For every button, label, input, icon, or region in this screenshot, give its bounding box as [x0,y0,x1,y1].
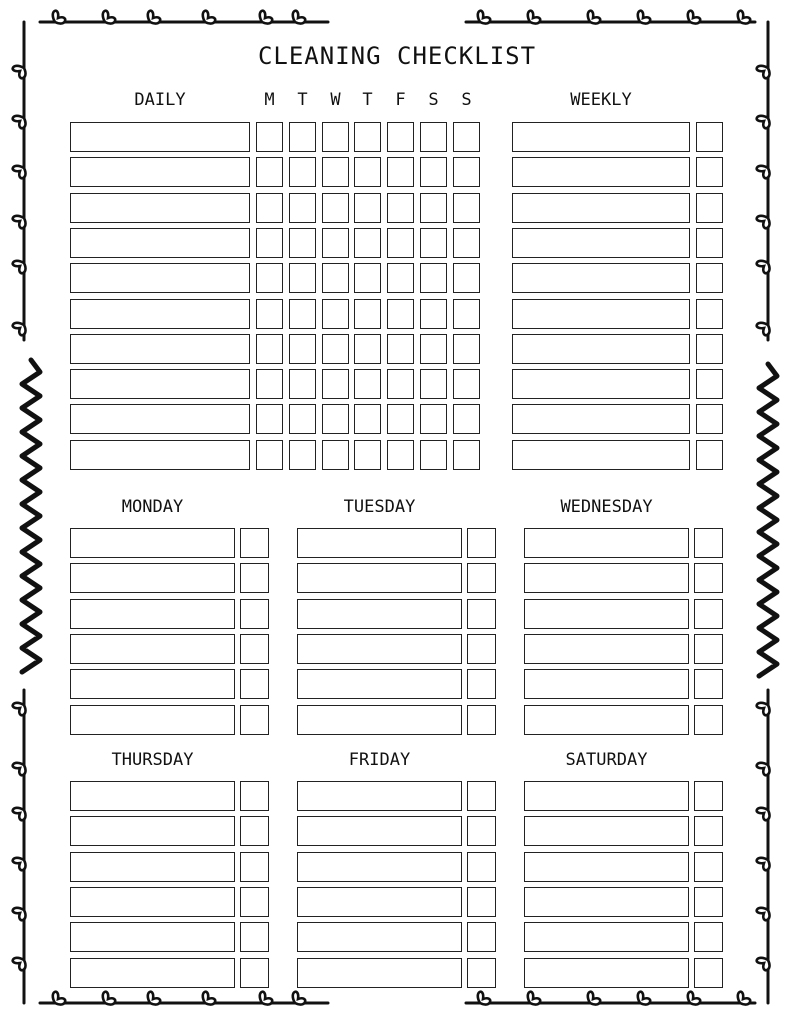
weekly-checkbox[interactable] [696,263,723,293]
daily-header: DAILY [134,90,186,110]
thursday-task-line[interactable] [70,922,235,952]
saturday-task-line[interactable] [524,852,689,882]
leaf-icon [688,992,700,1005]
leaf-icon [757,116,770,128]
leaf-icon [757,958,770,970]
daily-checkbox[interactable] [387,369,414,399]
weekly-task-line[interactable] [512,334,690,364]
friday-header: FRIDAY [348,750,411,770]
wednesday-header: WEDNESDAY [560,497,653,517]
weekly-checkbox[interactable] [696,157,723,187]
weekly-task-line[interactable] [512,299,690,329]
wednesday-checkbox[interactable] [694,563,723,593]
left-squiggle [22,360,40,672]
weekly-checkbox[interactable] [696,440,723,470]
daily-checkbox[interactable] [256,404,283,434]
weekly-checkbox[interactable] [696,228,723,258]
leaf-icon [738,992,750,1005]
daily-checkbox[interactable] [387,334,414,364]
daily-day-letter: T [297,90,308,110]
leaf-icon [528,11,540,24]
thursday-header: THURSDAY [111,750,194,770]
leaf-icon [148,11,160,24]
weekly-header: WEEKLY [570,90,632,110]
leaf-icon [757,808,770,820]
thursday-task-line[interactable] [70,958,235,988]
daily-task-line[interactable] [70,299,250,329]
tuesday-checkbox[interactable] [467,669,496,699]
wednesday-checkbox[interactable] [694,634,723,664]
daily-checkbox[interactable] [354,369,381,399]
daily-day-letter: M [264,90,275,110]
leaf-icon [260,992,272,1005]
saturday-task-line[interactable] [524,781,689,811]
daily-checkbox[interactable] [322,299,349,329]
daily-task-line[interactable] [70,193,250,223]
monday-checkbox[interactable] [240,669,269,699]
leaf-icon [293,992,305,1005]
daily-checkbox[interactable] [289,122,316,152]
leaf-icon [13,958,26,970]
tuesday-checkbox[interactable] [467,634,496,664]
daily-checkbox[interactable] [256,122,283,152]
saturday-checkbox[interactable] [694,852,723,882]
thursday-checkbox[interactable] [240,781,269,811]
daily-checkbox[interactable] [354,263,381,293]
saturday-checkbox[interactable] [694,816,723,846]
daily-checkbox[interactable] [420,404,447,434]
daily-task-line[interactable] [70,157,250,187]
daily-checkbox[interactable] [453,404,480,434]
monday-task-line[interactable] [70,634,235,664]
tuesday-checkbox[interactable] [467,705,496,735]
leaf-icon [13,323,26,335]
leaf-icon [13,166,26,178]
leaf-icon [638,992,650,1005]
daily-task-line[interactable] [70,228,250,258]
leaf-icon [528,992,540,1005]
saturday-checkbox[interactable] [694,887,723,917]
leaf-icon [757,703,770,715]
daily-checkbox[interactable] [289,440,316,470]
thursday-task-line[interactable] [70,816,235,846]
daily-checkbox[interactable] [453,334,480,364]
daily-checkbox[interactable] [289,228,316,258]
leaf-icon [757,323,770,335]
monday-checkbox[interactable] [240,634,269,664]
leaf-icon [757,763,770,775]
wednesday-checkbox[interactable] [694,669,723,699]
daily-checkbox[interactable] [354,122,381,152]
weekly-checkbox[interactable] [696,299,723,329]
thursday-checkbox[interactable] [240,816,269,846]
weekly-checkbox[interactable] [696,122,723,152]
daily-checkbox[interactable] [256,228,283,258]
daily-checkbox[interactable] [453,193,480,223]
daily-checkbox[interactable] [289,157,316,187]
weekly-task-line[interactable] [512,404,690,434]
leaf-icon [13,808,26,820]
daily-checkbox[interactable] [453,440,480,470]
daily-checkbox[interactable] [322,193,349,223]
thursday-checkbox[interactable] [240,852,269,882]
weekly-checkbox[interactable] [696,193,723,223]
daily-checkbox[interactable] [420,157,447,187]
daily-checkbox[interactable] [387,157,414,187]
daily-task-line[interactable] [70,369,250,399]
friday-task-line[interactable] [297,922,462,952]
thursday-task-line[interactable] [70,781,235,811]
tuesday-task-line[interactable] [297,599,462,629]
monday-task-line[interactable] [70,599,235,629]
friday-checkbox[interactable] [467,781,496,811]
daily-day-letter: S [461,90,472,110]
daily-checkbox[interactable] [322,334,349,364]
weekly-checkbox[interactable] [696,334,723,364]
leaf-icon [757,216,770,228]
monday-header: MONDAY [121,497,184,517]
thursday-checkbox[interactable] [240,887,269,917]
daily-checkbox[interactable] [256,299,283,329]
daily-checkbox[interactable] [420,299,447,329]
wednesday-task-line[interactable] [524,563,689,593]
daily-checkbox[interactable] [387,404,414,434]
friday-checkbox[interactable] [467,816,496,846]
monday-task-line[interactable] [70,669,235,699]
wednesday-task-line[interactable] [524,599,689,629]
daily-task-line[interactable] [70,122,250,152]
monday-task-line[interactable] [70,528,235,558]
leaf-icon [588,992,600,1005]
daily-checkbox[interactable] [453,228,480,258]
daily-checkbox[interactable] [354,193,381,223]
wednesday-task-line[interactable] [524,634,689,664]
daily-checkbox[interactable] [256,157,283,187]
wednesday-checkbox[interactable] [694,528,723,558]
leaf-icon [478,11,490,24]
daily-task-line[interactable] [70,404,250,434]
saturday-checkbox[interactable] [694,922,723,952]
daily-checkbox[interactable] [453,369,480,399]
friday-task-line[interactable] [297,852,462,882]
leaf-icon [103,992,115,1005]
wednesday-checkbox[interactable] [694,705,723,735]
saturday-checkbox[interactable] [694,958,723,988]
friday-checkbox[interactable] [467,958,496,988]
daily-checkbox[interactable] [387,440,414,470]
friday-checkbox[interactable] [467,852,496,882]
daily-checkbox[interactable] [289,193,316,223]
daily-checkbox[interactable] [453,122,480,152]
daily-checkbox[interactable] [420,228,447,258]
leaf-icon [688,11,700,24]
page-title: CLEANING CHECKLIST [257,42,537,70]
saturday-task-line[interactable] [524,958,689,988]
leaf-icon [757,858,770,870]
daily-checkbox[interactable] [256,440,283,470]
tuesday-checkbox[interactable] [467,563,496,593]
daily-checkbox[interactable] [420,122,447,152]
leaf-icon [588,11,600,24]
daily-checkbox[interactable] [420,369,447,399]
daily-checkbox[interactable] [354,157,381,187]
saturday-task-line[interactable] [524,922,689,952]
daily-checkbox[interactable] [289,334,316,364]
daily-checkbox[interactable] [256,369,283,399]
daily-checkbox[interactable] [354,228,381,258]
daily-day-letter: T [362,90,373,110]
leaf-icon [757,908,770,920]
daily-day-letter: W [330,90,341,110]
daily-checkbox[interactable] [256,193,283,223]
weekly-checkbox[interactable] [696,404,723,434]
leaf-icon [203,11,215,24]
monday-task-line[interactable] [70,705,235,735]
daily-checkbox[interactable] [354,334,381,364]
tuesday-task-line[interactable] [297,563,462,593]
friday-task-line[interactable] [297,887,462,917]
leaf-icon [478,992,490,1005]
wednesday-task-line[interactable] [524,528,689,558]
daily-task-line[interactable] [70,263,250,293]
tuesday-task-line[interactable] [297,705,462,735]
daily-task-line[interactable] [70,334,250,364]
daily-checkbox[interactable] [322,404,349,434]
daily-checkbox[interactable] [322,440,349,470]
leaf-icon [13,116,26,128]
saturday-task-line[interactable] [524,816,689,846]
tuesday-task-line[interactable] [297,528,462,558]
daily-checkbox[interactable] [387,193,414,223]
daily-checkbox[interactable] [420,263,447,293]
daily-checkbox[interactable] [322,157,349,187]
friday-task-line[interactable] [297,958,462,988]
monday-checkbox[interactable] [240,563,269,593]
daily-checkbox[interactable] [420,193,447,223]
daily-checkbox[interactable] [256,334,283,364]
tuesday-checkbox[interactable] [467,599,496,629]
leaf-icon [148,992,160,1005]
friday-checkbox[interactable] [467,887,496,917]
leaf-icon [260,11,272,24]
monday-checkbox[interactable] [240,599,269,629]
daily-checkbox[interactable] [387,263,414,293]
leaf-icon [13,908,26,920]
leaf-icon [293,11,305,24]
daily-checkbox[interactable] [322,228,349,258]
weekly-task-line[interactable] [512,369,690,399]
thursday-checkbox[interactable] [240,922,269,952]
daily-checkbox[interactable] [256,263,283,293]
daily-checkbox[interactable] [354,404,381,434]
weekly-task-line[interactable] [512,157,690,187]
daily-checkbox[interactable] [453,299,480,329]
leaf-icon [13,216,26,228]
wednesday-task-line[interactable] [524,669,689,699]
daily-checkbox[interactable] [322,263,349,293]
daily-checkbox[interactable] [387,228,414,258]
daily-checkbox[interactable] [354,299,381,329]
friday-task-line[interactable] [297,781,462,811]
tuesday-task-line[interactable] [297,669,462,699]
leaf-icon [103,11,115,24]
daily-checkbox[interactable] [289,263,316,293]
leaf-icon [13,858,26,870]
daily-checkbox[interactable] [420,334,447,364]
leaf-icon [13,261,26,273]
tuesday-checkbox[interactable] [467,528,496,558]
leaf-icon [757,261,770,273]
leaf-icon [638,11,650,24]
thursday-task-line[interactable] [70,887,235,917]
daily-checkbox[interactable] [420,440,447,470]
leaf-icon [13,703,26,715]
leaf-icon [53,992,65,1005]
daily-checkbox[interactable] [322,369,349,399]
right-squiggle [759,364,777,676]
daily-checkbox[interactable] [387,122,414,152]
friday-task-line[interactable] [297,816,462,846]
daily-checkbox[interactable] [453,263,480,293]
saturday-header: SATURDAY [565,750,648,770]
daily-checkbox[interactable] [289,299,316,329]
thursday-task-line[interactable] [70,852,235,882]
daily-day-letter: F [395,90,406,110]
leaf-icon [738,11,750,24]
leaf-icon [203,992,215,1005]
daily-day-letter: S [428,90,439,110]
monday-checkbox[interactable] [240,528,269,558]
tuesday-header: TUESDAY [343,497,416,517]
leaf-icon [757,166,770,178]
tuesday-task-line[interactable] [297,634,462,664]
weekly-task-line[interactable] [512,440,690,470]
friday-checkbox[interactable] [467,922,496,952]
wednesday-task-line[interactable] [524,705,689,735]
saturday-task-line[interactable] [524,887,689,917]
monday-task-line[interactable] [70,563,235,593]
daily-checkbox[interactable] [453,157,480,187]
weekly-task-line[interactable] [512,228,690,258]
weekly-task-line[interactable] [512,263,690,293]
monday-checkbox[interactable] [240,705,269,735]
wednesday-checkbox[interactable] [694,599,723,629]
weekly-checkbox[interactable] [696,369,723,399]
daily-checkbox[interactable] [289,369,316,399]
weekly-task-line[interactable] [512,122,690,152]
daily-checkbox[interactable] [354,440,381,470]
leaf-icon [53,11,65,24]
thursday-checkbox[interactable] [240,958,269,988]
daily-checkbox[interactable] [289,404,316,434]
daily-task-line[interactable] [70,440,250,470]
daily-checkbox[interactable] [322,122,349,152]
leaf-icon [13,763,26,775]
saturday-checkbox[interactable] [694,781,723,811]
weekly-task-line[interactable] [512,193,690,223]
daily-checkbox[interactable] [387,299,414,329]
